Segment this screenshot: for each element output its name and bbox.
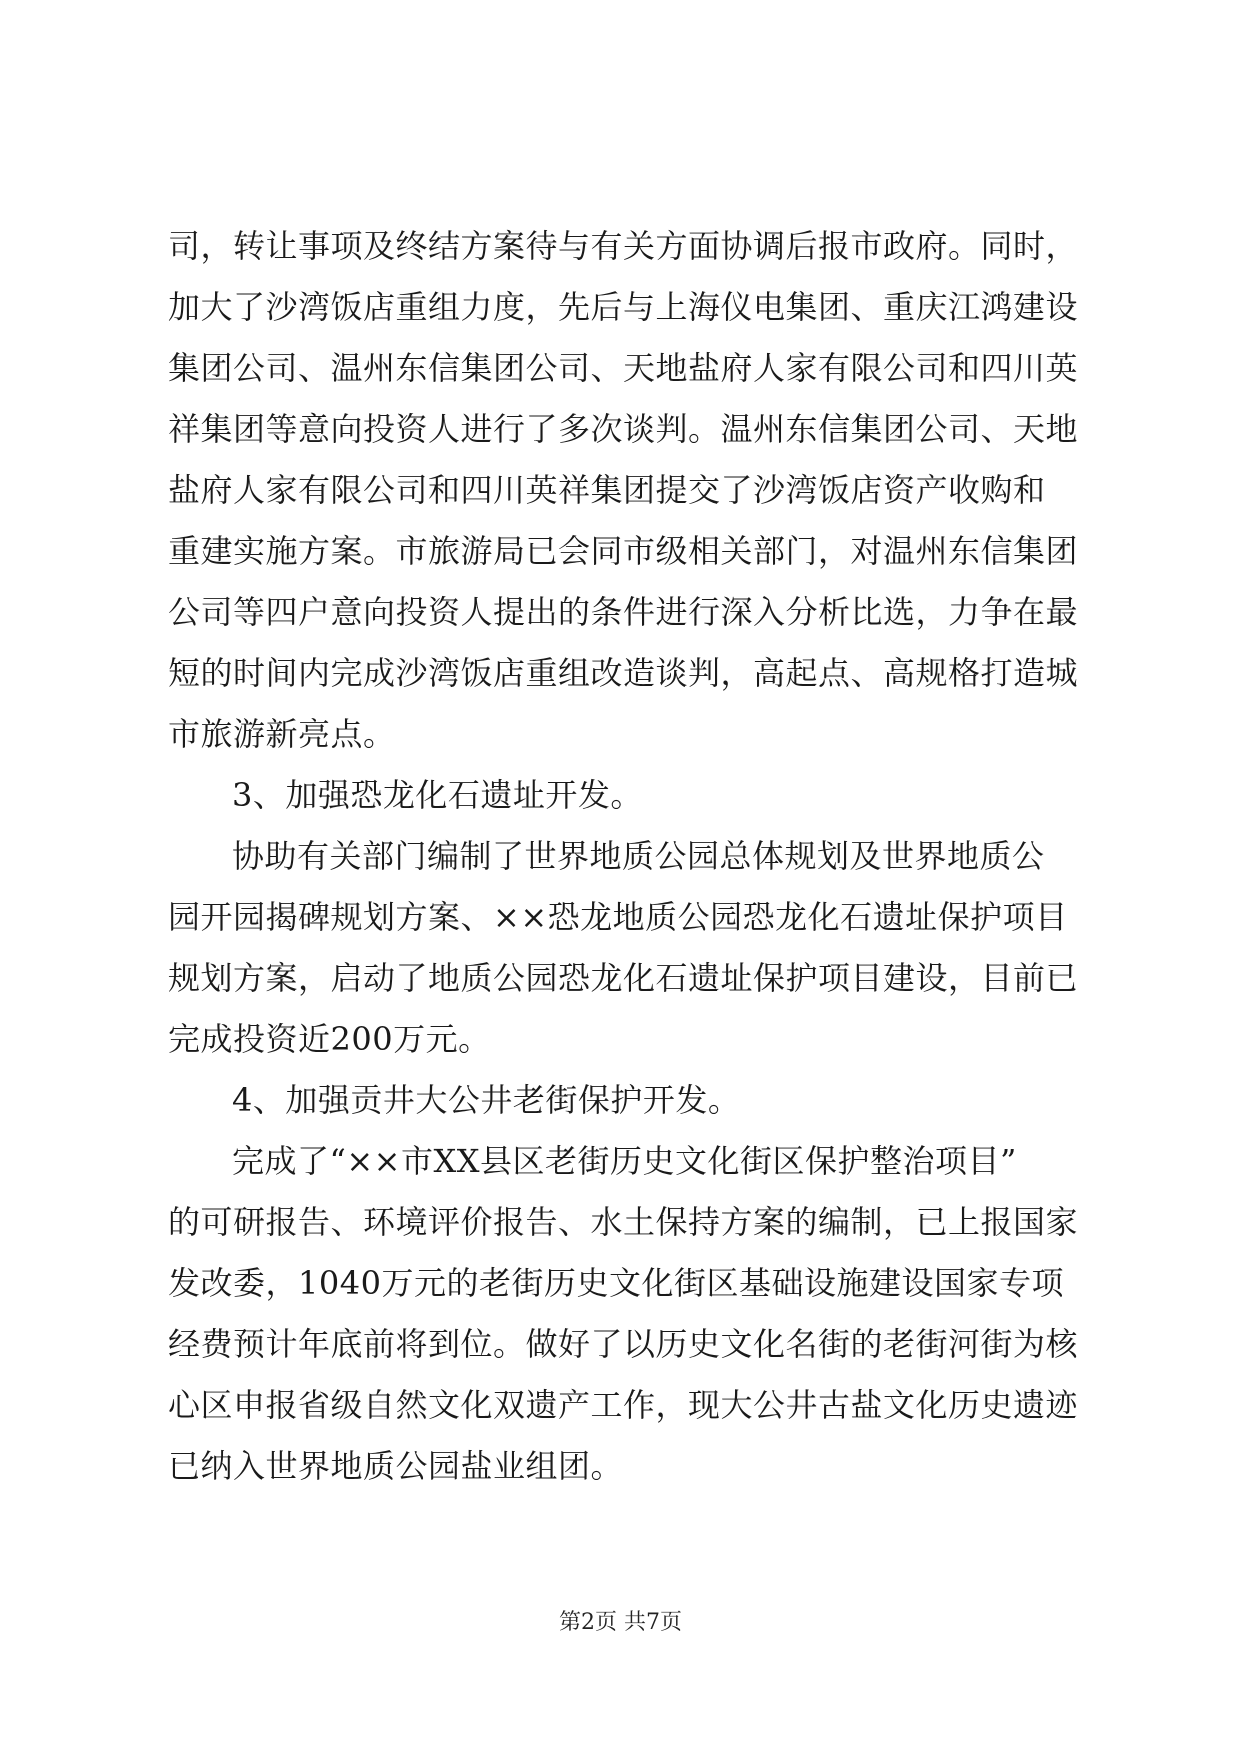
text-line: 已纳入世界地质公园盐业组团。 bbox=[168, 1447, 624, 1485]
text-line: 完成投资近200万元。 bbox=[168, 1020, 491, 1058]
text-line: 经费预计年底前将到位。做好了以历史文化名街的老街河街为核 bbox=[168, 1325, 1079, 1363]
page-number-footer: 第2页 共7页 bbox=[559, 1610, 682, 1635]
text-line: 的可研报告、环境评价报告、水土保持方案的编制，已上报国家 bbox=[168, 1203, 1079, 1241]
text-line: 完成了“××市XX县区老街历史文化街区保护整治项目” bbox=[232, 1142, 1017, 1180]
text-line: 祥集团等意向投资人进行了多次谈判。温州东信集团公司、天地 bbox=[168, 410, 1079, 448]
text-line: 司，转让事项及终结方案待与有关方面协调后报市政府。同时， bbox=[168, 227, 1079, 265]
section-heading: 4、加强贡井大公井老街保护开发。 bbox=[232, 1081, 741, 1119]
text-line: 盐府人家有限公司和四川英祥集团提交了沙湾饭店资产收购和 bbox=[168, 471, 1046, 509]
text-line: 重建实施方案。市旅游局已会同市级相关部门，对温州东信集团 bbox=[168, 532, 1079, 570]
text-line: 规划方案，启动了地质公园恐龙化石遗址保护项目建设，目前已 bbox=[168, 959, 1079, 997]
text-line: 市旅游新亮点。 bbox=[168, 715, 396, 753]
text-line: 集团公司、温州东信集团公司、天地盐府人家有限公司和四川英 bbox=[168, 349, 1079, 387]
text-line: 公司等四户意向投资人提出的条件进行深入分析比选，力争在最 bbox=[168, 593, 1079, 631]
text-line: 加大了沙湾饭店重组力度，先后与上海仪电集团、重庆江鸿建设 bbox=[168, 288, 1079, 326]
text-line: 短的时间内完成沙湾饭店重组改造谈判，高起点、高规格打造城 bbox=[168, 654, 1079, 692]
text-line: 园开园揭碑规划方案、××恐龙地质公园恐龙化石遗址保护项目 bbox=[168, 898, 1068, 936]
text-line: 协助有关部门编制了世界地质公园总体规划及世界地质公 bbox=[232, 837, 1045, 875]
text-line: 心区申报省级自然文化双遗产工作，现大公井古盐文化历史遗迹 bbox=[168, 1386, 1079, 1424]
section-heading: 3、加强恐龙化石遗址开发。 bbox=[232, 776, 643, 814]
text-line: 发改委，1040万元的老街历史文化街区基础设施建设国家专项 bbox=[168, 1264, 1064, 1302]
